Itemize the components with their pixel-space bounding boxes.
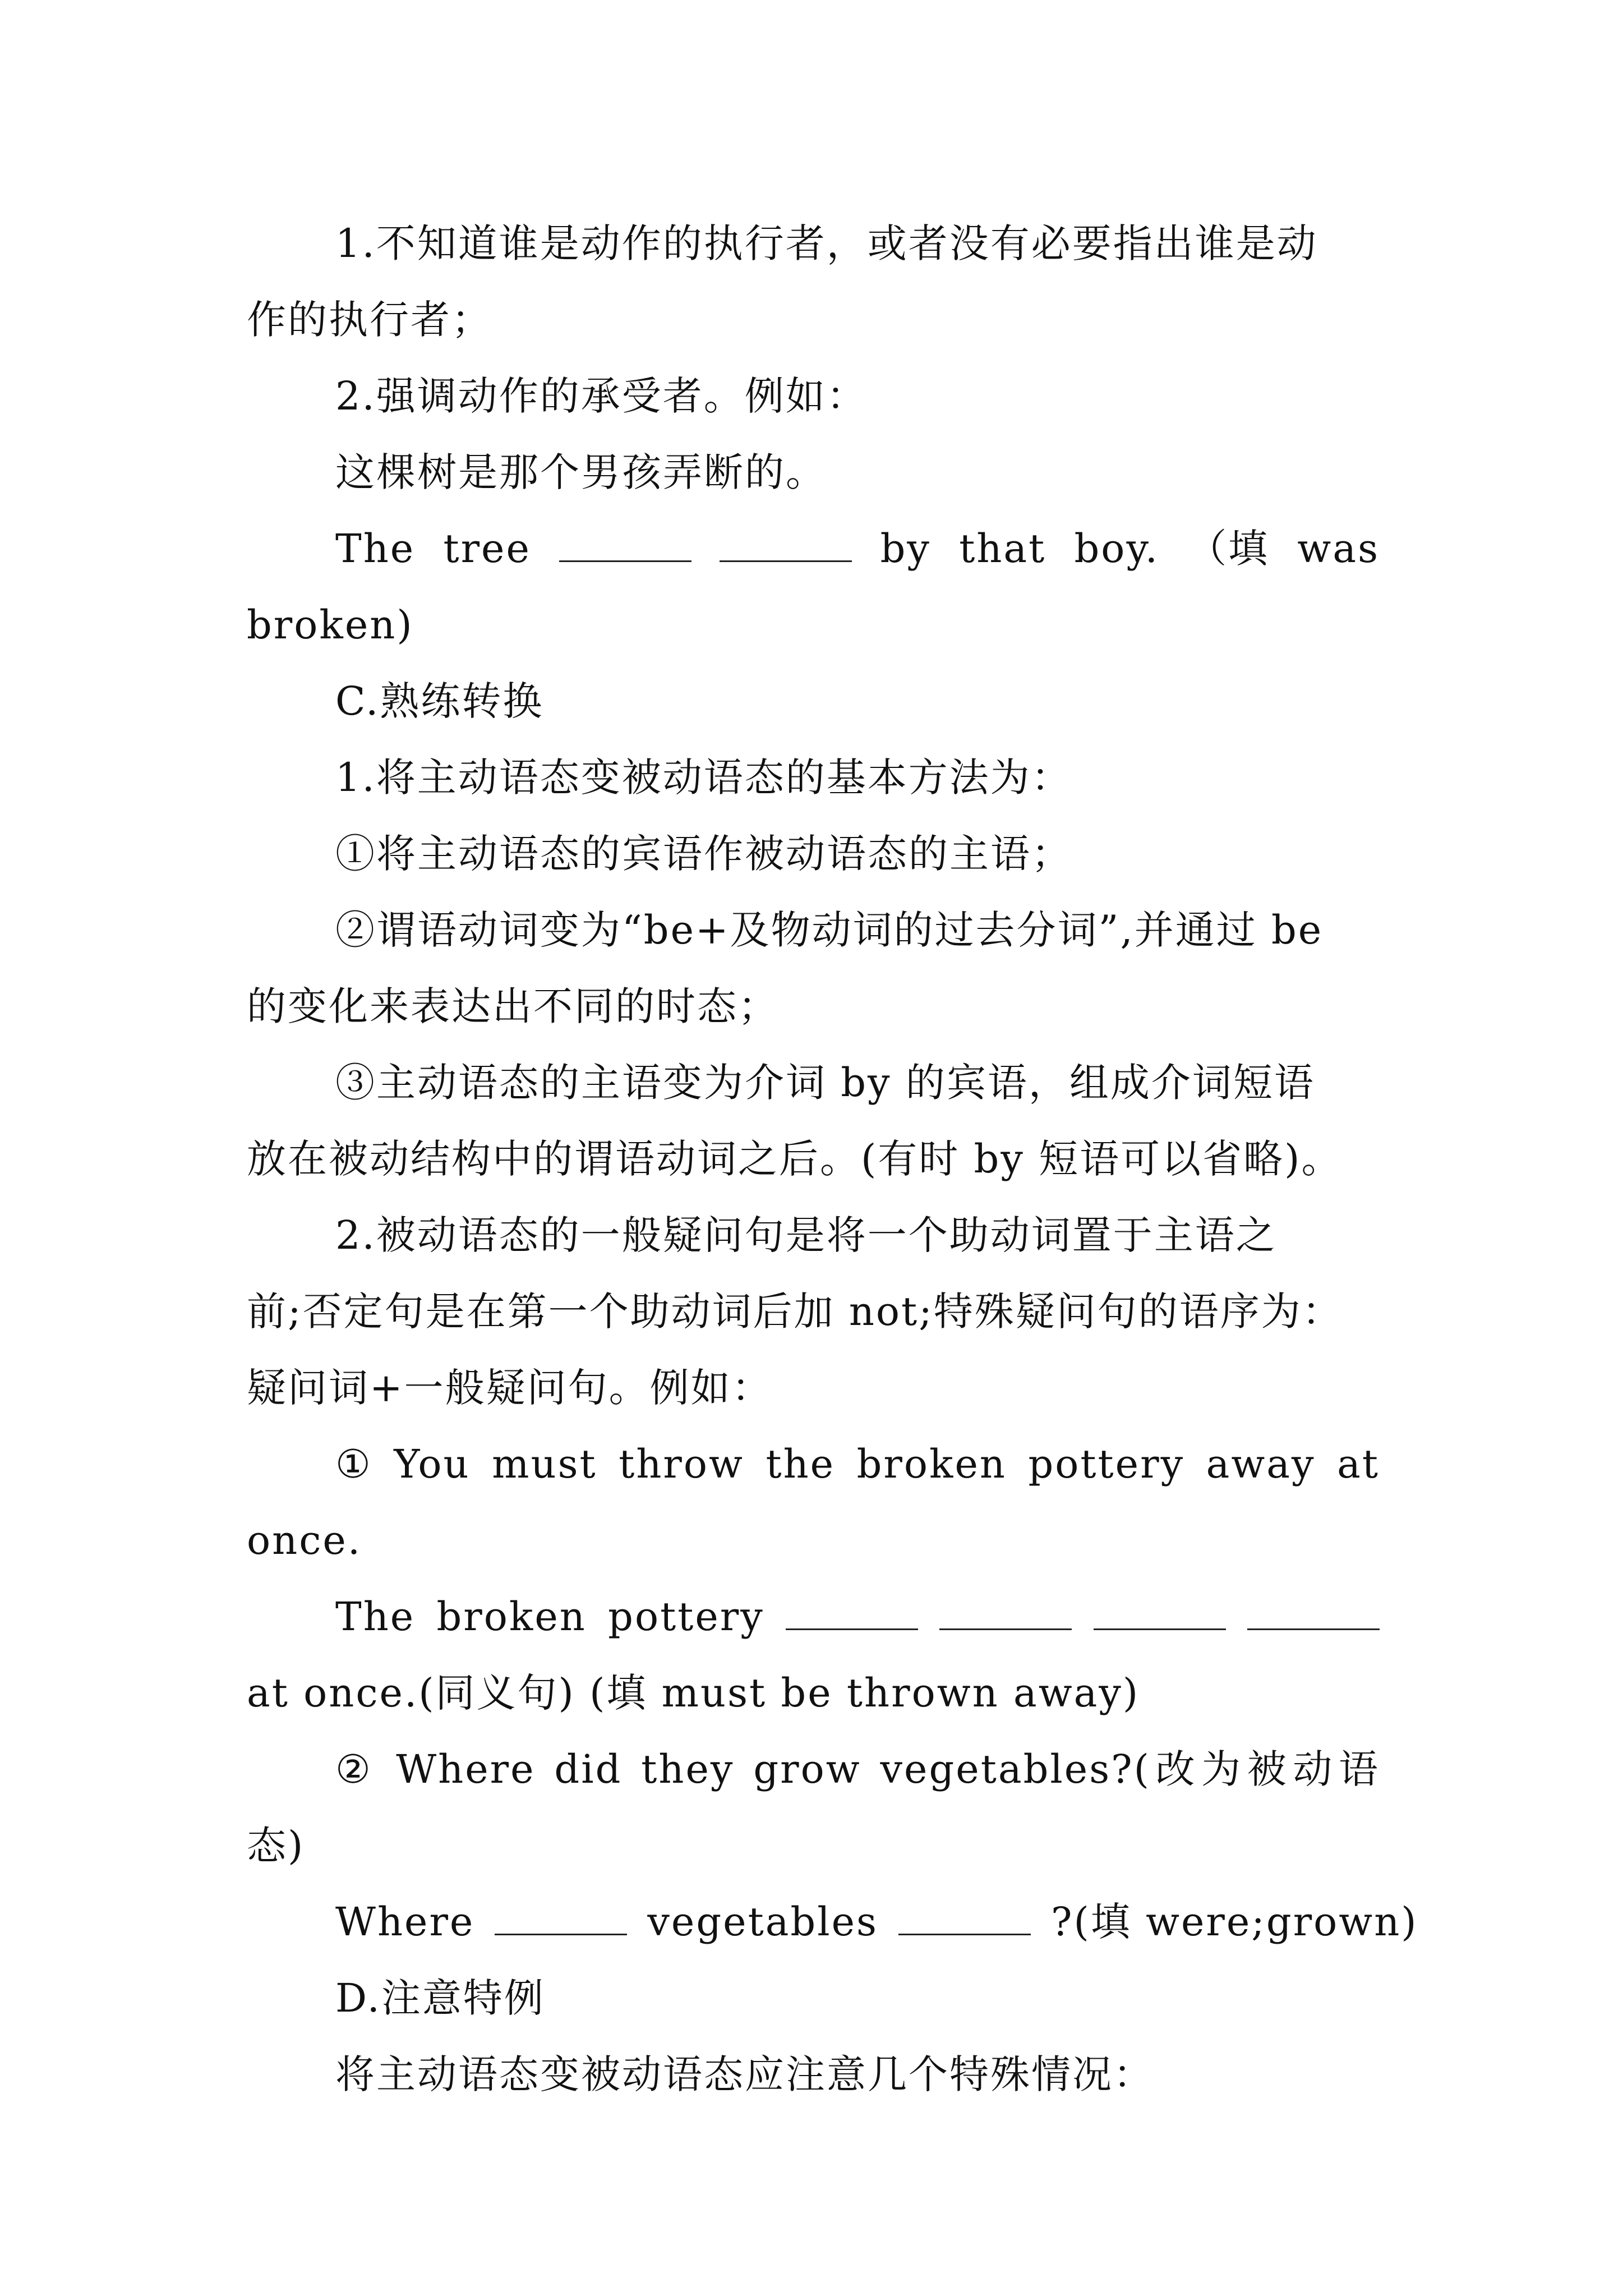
word: throw [619, 1441, 744, 1487]
section-heading-c: C.熟练转换 [335, 678, 544, 724]
word: tree [443, 526, 531, 572]
word: You [394, 1441, 471, 1487]
answer-blank [898, 1933, 1031, 1935]
word: boy. [1074, 526, 1159, 572]
answer-blank [1094, 1628, 1226, 1630]
text-line: 前;否定句是在第一个助动词后加 not;特殊疑问句的语序为： [247, 1289, 1343, 1335]
word: at [1337, 1441, 1380, 1487]
example-fill-blank-1 [247, 510, 1380, 587]
circled-number: ① [335, 1441, 372, 1487]
word: that [959, 526, 1046, 572]
answer-blank [720, 560, 852, 562]
word: broken [856, 1441, 1007, 1487]
text-line: 1.不知道谁是动作的执行者，或者没有必要指出谁是动 [335, 220, 1318, 266]
text-line: 的变化来表达出不同的时态； [247, 983, 779, 1029]
word: broken [436, 1594, 587, 1640]
example-fill-blank-3 [247, 1579, 1380, 1655]
paragraph-rule-2 [247, 892, 1380, 1045]
text-line: 疑问词+一般疑问句。例如： [247, 1365, 773, 1411]
paragraph-rule-3 [247, 1045, 1380, 1197]
word: was [1297, 526, 1380, 572]
example-fill-blank-5 [247, 1884, 1418, 1960]
example-sentence-2 [247, 1426, 1380, 1502]
answer-blank [495, 1933, 627, 1935]
paragraph-method-intro: 1.将主动语态变被动语态的基本方法为： [335, 754, 1072, 800]
answer-blank [1247, 1628, 1380, 1630]
word: ?(填 were;grown) [1050, 1899, 1418, 1945]
example-sentence-4: ② Where did they grow vegetables?(改为被动语态) [247, 1746, 1380, 1869]
word: away [1206, 1441, 1316, 1487]
paragraph-rule-1: ①将主动语态的宾语作被动语态的主语； [335, 831, 1072, 877]
document-body [247, 205, 1418, 2113]
text-line: ③主动语态的主语变为介词 by 的宾语，组成介词短语 [335, 1060, 1315, 1106]
example-continuation: broken) [247, 602, 414, 648]
word: the [766, 1441, 836, 1487]
word: The [335, 526, 416, 572]
word: pottery [1028, 1441, 1185, 1487]
text-line: 放在被动结构中的谓语动词之后。(有时 by 短语可以省略)。 [247, 1136, 1343, 1182]
answer-blank [559, 560, 691, 562]
paragraph-question-forms [247, 1197, 1380, 1426]
answer-blank [939, 1628, 1072, 1630]
text-line: 作的执行者； [247, 297, 492, 343]
paragraph-reason-2: 2.强调动作的承受者。例如： [335, 373, 868, 419]
paragraph-reason-1 [247, 205, 1380, 358]
word: Where [335, 1899, 475, 1945]
word: pottery [608, 1594, 764, 1640]
word: by [880, 526, 931, 572]
word: （填 [1187, 526, 1270, 572]
text-line: 2.被动语态的一般疑问句是将一个助动词置于主语之 [335, 1212, 1277, 1258]
example-continuation: once. [247, 1517, 362, 1563]
example-chinese-sentence: 这棵树是那个男孩弄断的。 [335, 449, 827, 495]
section-heading-d: D.注意特例 [335, 1975, 545, 2021]
paragraph-special-cases: 将主动语态变被动语态应注意几个特殊情况： [335, 2051, 1154, 2097]
example-continuation: at once.(同义句) (填 must be thrown away) [247, 1670, 1140, 1716]
answer-blank [786, 1628, 918, 1630]
word: vegetables [647, 1899, 878, 1945]
word: must [492, 1441, 597, 1487]
word: The [335, 1594, 416, 1640]
text-line: ②谓语动词变为“be+及物动词的过去分词”,并通过 be [335, 907, 1324, 953]
